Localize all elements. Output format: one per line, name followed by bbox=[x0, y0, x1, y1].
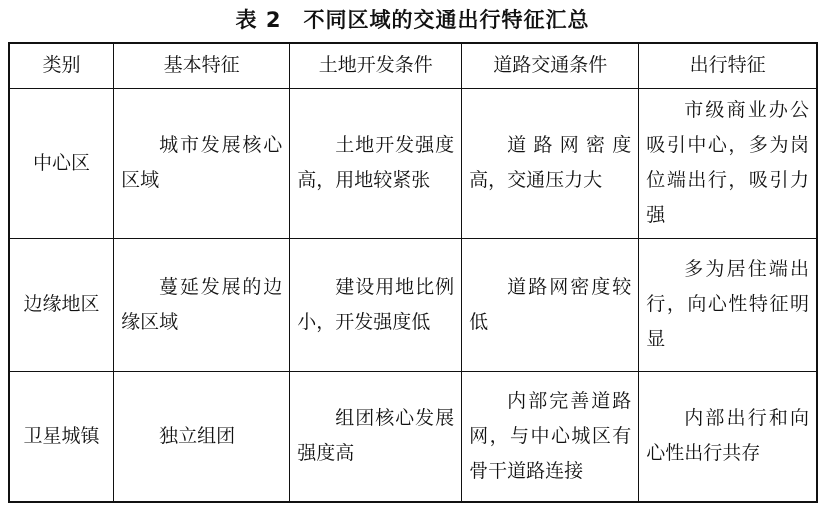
row-category: 卫星城镇 bbox=[9, 371, 114, 502]
row-travel-features: 内部出行和向心性出行共存 bbox=[639, 371, 817, 502]
row-basic-features: 城市发展核心区域 bbox=[114, 88, 290, 238]
row-road-conditions: 道路网密度较低 bbox=[462, 238, 639, 371]
table-row bbox=[9, 88, 817, 238]
row-land-conditions: 建设用地比例小，开发强度低 bbox=[290, 238, 462, 371]
header-category: 类别 bbox=[9, 43, 114, 88]
header-road-conditions: 道路交通条件 bbox=[462, 43, 639, 88]
row-basic-features: 蔓延发展的边缘区域 bbox=[114, 238, 290, 371]
header-travel-features: 出行特征 bbox=[639, 43, 817, 88]
row-category: 中心区 bbox=[9, 88, 114, 238]
row-travel-features: 市级商业办公吸引中心，多为岗位端出行，吸引力强 bbox=[639, 88, 817, 238]
row-category: 边缘地区 bbox=[9, 238, 114, 371]
row-basic-features: 独立组团 bbox=[114, 371, 290, 502]
row-land-conditions: 土地开发强度高，用地较紧张 bbox=[290, 88, 462, 238]
travel-characteristics-table bbox=[8, 42, 818, 503]
row-road-conditions: 道路网密度高，交通压力大 bbox=[462, 88, 639, 238]
row-land-conditions: 组团核心发展强度高 bbox=[290, 371, 462, 502]
header-land-conditions: 土地开发条件 bbox=[290, 43, 462, 88]
table-title: 表 2 不同区域的交通出行特征汇总 bbox=[235, 8, 590, 32]
header-row bbox=[9, 43, 817, 88]
table-row bbox=[9, 371, 817, 502]
table-row bbox=[9, 238, 817, 371]
header-basic-features: 基本特征 bbox=[114, 43, 290, 88]
row-road-conditions: 内部完善道路网，与中心城区有骨干道路连接 bbox=[462, 371, 639, 502]
row-travel-features: 多为居住端出行，向心性特征明显 bbox=[639, 238, 817, 371]
